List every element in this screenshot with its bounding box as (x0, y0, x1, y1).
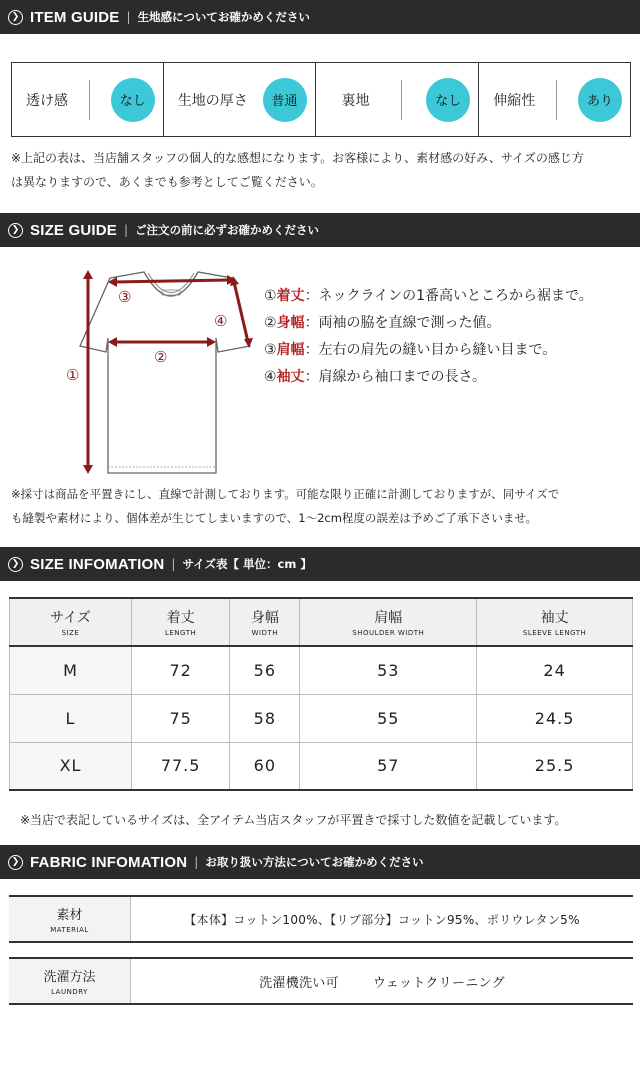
tshirt-diagram (58, 268, 258, 478)
section-subtitle: ご注文の前に必ずお確かめください (135, 223, 320, 237)
section-title: SIZE GUIDE (30, 221, 118, 239)
legend-key: 身幅 (276, 315, 305, 331)
divider (556, 80, 557, 120)
header-cell: 肩幅 SHOULDER WIDTH (300, 598, 477, 646)
header-cell: 袖丈 SLEEVE LENGTH (477, 598, 633, 646)
marker-width: ② (154, 348, 168, 366)
note-line: ※上記の表は、当店舗スタッフの個人的な感想になります。お客様により、素材感の好み、サイズの感じ方 (11, 151, 584, 165)
table-row (10, 694, 633, 742)
header-cell: 着丈 LENGTH (132, 598, 230, 646)
legend-desc: ：両袖の脇を直線で測った値。 (304, 315, 501, 331)
chevron-right-icon: ❯ (8, 10, 23, 25)
size-guide-note (11, 482, 559, 530)
header-cell: サイズ SIZE (10, 598, 132, 646)
divider (89, 80, 90, 120)
arrow-head (83, 465, 93, 474)
guide-badge: なし (426, 78, 470, 122)
value-cell: 53 (300, 646, 477, 694)
value-cell: 75 (132, 694, 230, 742)
legend-desc: ：肩線から袖口までの長さ。 (304, 369, 487, 385)
chevron-right-icon: ❯ (8, 855, 23, 870)
arrow-head (83, 270, 93, 279)
value-cell: 25.5 (477, 742, 633, 790)
value-cell: 60 (230, 742, 300, 790)
size-table (9, 597, 633, 791)
fabric-info-header (0, 845, 640, 879)
section-title: FABRIC INFOMATION (30, 853, 188, 871)
material-value: 【本体】コットン100%、【リブ部分】コットン95%、ポリウレタン5% (184, 912, 580, 927)
material-row (9, 895, 633, 943)
size-guide-header (0, 213, 640, 247)
shoulder-arrow (114, 280, 230, 282)
divider: | (124, 223, 129, 237)
table-header-row (10, 598, 633, 646)
legend-key: 肩幅 (276, 342, 305, 358)
note-line: は異なりますので、あくまでも参考としてご覧ください。 (11, 175, 323, 189)
size-cell: L (10, 694, 132, 742)
legend-num: ① (264, 288, 277, 304)
size-info-note: ※当店で表記しているサイズは、全アイテム当店スタッフが平置きで採寸した数値を記載しています。 (20, 813, 567, 827)
guide-label: 生地の厚さ (177, 92, 248, 109)
note-line: ※採寸は商品を平置きにし、直線で計測しております。可能な限り正確に計測しておりますが、同サイズで (11, 487, 560, 501)
legend-key: 袖丈 (276, 369, 305, 385)
value-cell: 72 (132, 646, 230, 694)
legend-item (264, 337, 593, 364)
laundry-method: 洗濯機洗い可 (259, 975, 339, 991)
guide-label: 透け感 (26, 92, 68, 109)
legend-item (264, 283, 593, 310)
value-cell: 56 (230, 646, 300, 694)
value-cell: 77.5 (132, 742, 230, 790)
item-guide-note (11, 146, 584, 194)
marker-sleeve: ④ (214, 312, 228, 330)
divider: | (126, 10, 131, 24)
size-cell: XL (10, 742, 132, 790)
size-legend (264, 283, 593, 391)
divider: | (171, 557, 176, 571)
guide-cell-transparency (12, 63, 164, 136)
laundry-method: ウェットクリーニング (372, 975, 505, 991)
value-cell: 57 (300, 742, 477, 790)
marker-length: ① (66, 366, 80, 384)
legend-key: 着丈 (276, 288, 305, 304)
legend-desc: ：左右の肩先の縫い目から縫い目まで。 (304, 342, 557, 358)
table-row (10, 646, 633, 694)
guide-badge: 普通 (263, 78, 307, 122)
note-line: も縫製や素材により、個体差が生じてしまいますので、1〜2cm程度の誤差は予めご了承下さいませ。 (11, 511, 538, 525)
tshirt-outline (80, 272, 250, 473)
value-cell: 24.5 (477, 694, 633, 742)
laundry-row (9, 957, 633, 1005)
legend-num: ② (264, 315, 277, 331)
section-title: SIZE INFOMATION (30, 555, 165, 573)
size-info-header (0, 547, 640, 581)
section-subtitle: お取り扱い方法についてお確かめください (205, 855, 424, 869)
section-subtitle: 生地感についてお確かめください (137, 10, 310, 24)
legend-num: ③ (264, 342, 277, 358)
guide-cell-lining (316, 63, 480, 136)
value-cell: 55 (300, 694, 477, 742)
divider (401, 80, 402, 120)
guide-badge: あり (578, 78, 622, 122)
laundry-value (131, 959, 633, 1003)
item-guide-box (11, 62, 631, 137)
section-title: ITEM GUIDE (30, 8, 120, 26)
laundry-label: 洗濯方法 LAUNDRY (9, 959, 131, 1003)
legend-num: ④ (264, 369, 277, 385)
guide-label: 伸縮性 (493, 92, 536, 109)
section-subtitle: サイズ表【 単位：cm 】 (182, 557, 312, 571)
header-cell: 身幅 WIDTH (230, 598, 300, 646)
guide-cell-thickness (164, 63, 316, 136)
material-label: 素材 MATERIAL (9, 897, 131, 941)
divider: | (194, 855, 199, 869)
legend-desc: ：ネックラインの1番高いところから裾まで。 (304, 288, 593, 304)
chevron-right-icon: ❯ (8, 557, 23, 572)
guide-badge: なし (111, 78, 155, 122)
value-cell: 24 (477, 646, 633, 694)
guide-cell-stretch (479, 63, 630, 136)
marker-shoulder: ③ (118, 288, 132, 306)
item-guide-header (0, 0, 640, 34)
legend-item (264, 364, 593, 391)
legend-item (264, 310, 593, 337)
guide-label: 裏地 (341, 92, 370, 109)
table-row (10, 742, 633, 790)
chevron-right-icon: ❯ (8, 223, 23, 238)
value-cell: 58 (230, 694, 300, 742)
size-cell: M (10, 646, 132, 694)
